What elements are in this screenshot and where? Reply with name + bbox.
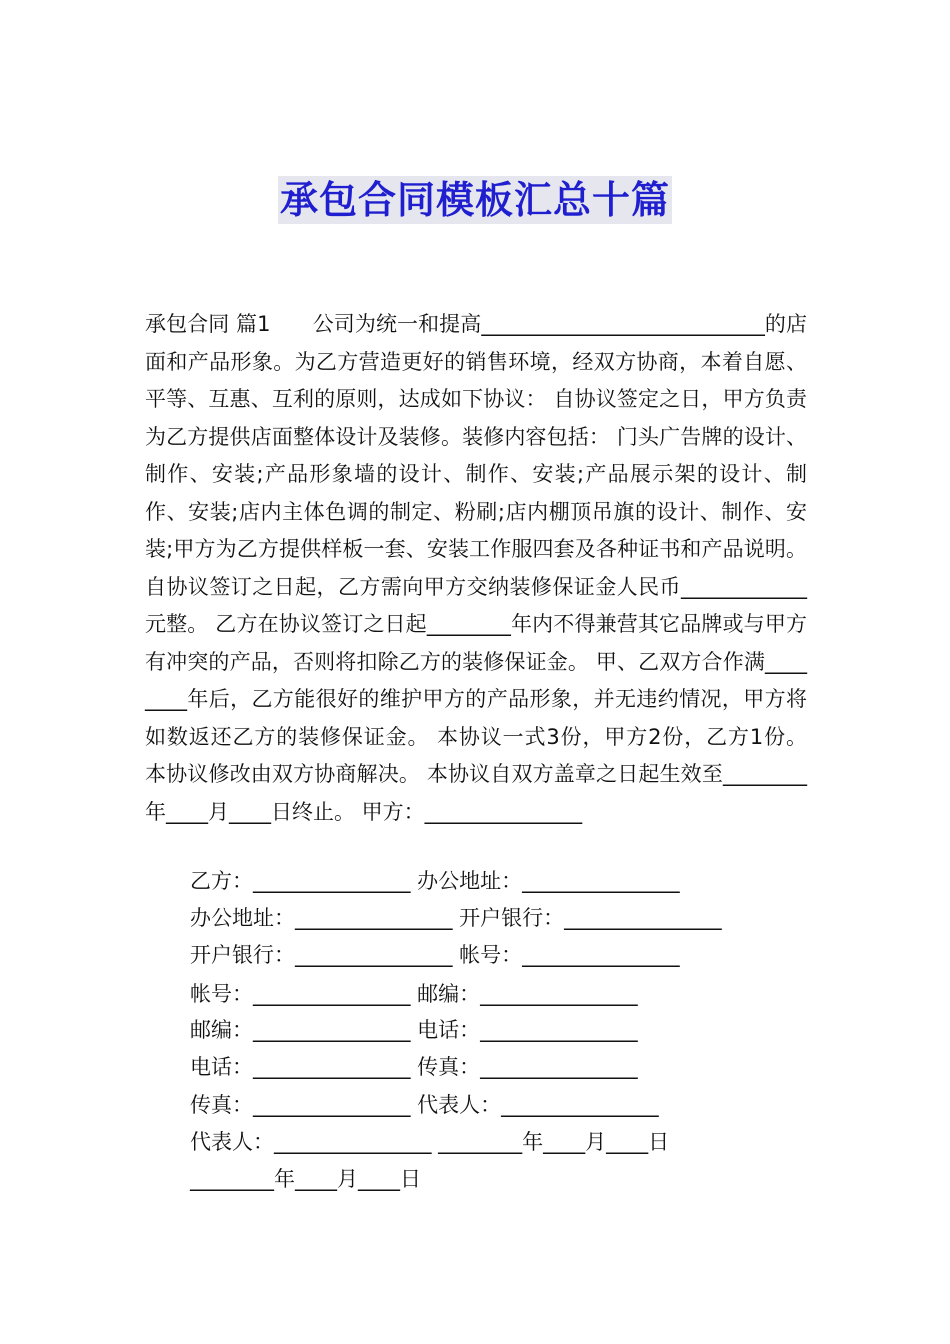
signature-line-office-address: 办公地址：_______________ 开户银行：_______________ xyxy=(190,906,722,930)
signature-line-account: 帐号：_______________ 邮编：_______________ xyxy=(190,982,638,1006)
signature-line-bank: 开户银行：_______________ 帐号：_______________ xyxy=(190,943,680,967)
signature-line-postcode: 邮编：_______________ 电话：_______________ xyxy=(190,1018,638,1042)
contract-body-paragraph: 承包合同 篇1 公司为统一和提高___________________________的店面和产品形象。为乙方营造更好的销售环境，经双方协商，本着自愿、平等、互惠、互利的原则，达成如下协议： 自协议签定之日，甲方负责为乙方提供店面整体设计及装修。装修内容包括： 门头广告牌的设计、制作、安装;产品形象墙的设计、制作、安装;产品展示架的设计、制作、安装;店内主体色调的制定、粉刷;店内棚顶吊旗的设计、制作、安装;甲方为乙方提供样板一套、安装工作服四套及各种证书和产品说明。 自协议签订之日起，乙方需向甲方交纳装修保证金人民币____________元整。 乙方在协议签订之日起________年内不得兼营其它品牌或与甲方有冲突的产品，否则将扣除乙方的装修保证金。 甲、乙双方合作满________年后，乙方能很好的维护甲方的产品形象，并无违约情况，甲方将如数返还乙方的装修保证金。 本协议一式3份，甲方2份，乙方1份。 本协议修改由双方协商解决。 本协议自双方盖章之日起生效至________年____月____日终止。 甲方：_______________ xyxy=(145,312,807,824)
signature-line-date: ________年____月____日 xyxy=(190,1167,421,1191)
signature-line-representative: 代表人：_______________ ________年____月____日 xyxy=(190,1130,670,1154)
signature-line-yifang: 乙方：_______________ 办公地址：_______________ xyxy=(190,869,680,893)
signature-line-fax: 传真：_______________ 代表人：_______________ xyxy=(190,1093,659,1117)
signature-line-phone: 电话：_______________ 传真：_______________ xyxy=(190,1055,638,1079)
title-container xyxy=(0,176,950,224)
document-title: 承包合同模板汇总十篇 xyxy=(279,178,670,222)
